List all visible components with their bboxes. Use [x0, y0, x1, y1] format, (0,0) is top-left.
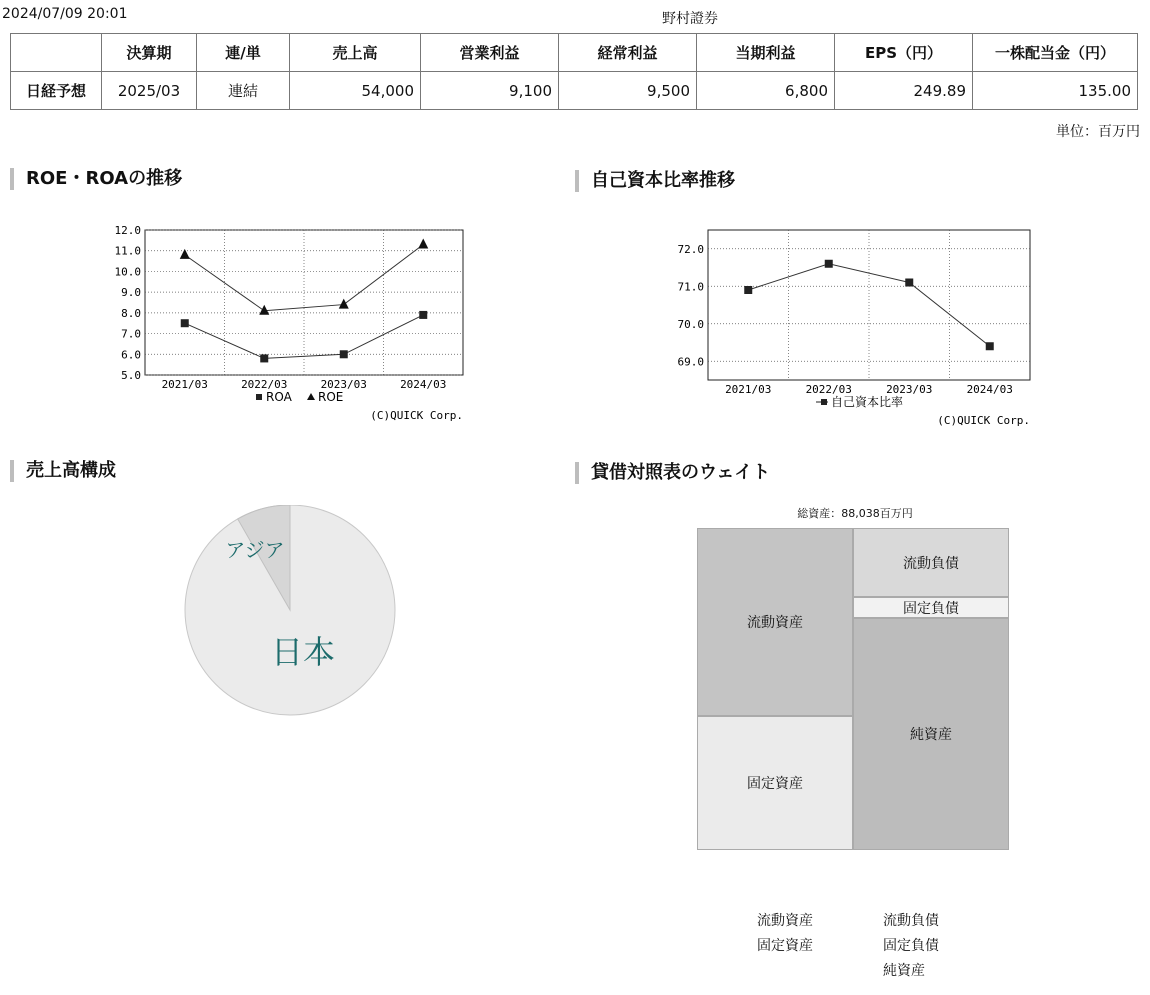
table-header-eps: EPS（円）	[835, 34, 973, 72]
x-tick-label: 2024/03	[400, 378, 447, 391]
legend-fixed-assets: 固定資産	[757, 938, 813, 954]
data-point	[905, 279, 913, 287]
legend-label: ROE	[318, 390, 344, 404]
cell-period: 2025/03	[102, 72, 197, 110]
equity-ratio-chart	[660, 215, 1040, 435]
x-tick-label: 2021/03	[161, 378, 208, 391]
pie-label-asia: アジア	[225, 538, 285, 562]
bs-net-assets: 純資産	[853, 618, 1009, 850]
bs-current-assets: 流動資産	[697, 528, 853, 716]
bs-current-liabilities: 流動負債	[853, 528, 1009, 597]
x-tick-label: 2023/03	[886, 383, 933, 396]
table-header-ordinary-profit: 経常利益	[559, 34, 697, 72]
legend-label: 自己資本比率	[831, 395, 904, 409]
data-point	[340, 350, 348, 358]
table-header-period: 決算期	[102, 34, 197, 72]
data-point	[339, 299, 349, 309]
x-tick-label: 2024/03	[966, 383, 1013, 396]
table-header-net-profit: 当期利益	[697, 34, 835, 72]
y-tick-label: 72.0	[677, 242, 704, 256]
y-tick-label: 70.0	[677, 317, 704, 331]
data-point	[744, 286, 752, 294]
legend-marker	[256, 394, 262, 400]
data-point	[986, 342, 994, 350]
cell-consolidation: 連結	[197, 72, 290, 110]
table-header-blank	[11, 34, 102, 72]
chart-credit: (C)QUICK Corp.	[370, 409, 463, 422]
data-point	[418, 239, 428, 249]
unit-label: 単位：百万円	[1056, 124, 1140, 140]
series-line-ROA	[185, 315, 424, 359]
y-tick-label: 71.0	[677, 280, 704, 294]
table-header-sales: 売上高	[290, 34, 421, 72]
data-point	[825, 260, 833, 268]
total-assets-label: 総資産：88,038百万円	[797, 507, 913, 520]
chart-credit: (C)QUICK Corp.	[937, 414, 1030, 427]
bs-fixed-assets: 固定資産	[697, 716, 853, 850]
y-tick-label: 12.0	[114, 224, 141, 237]
timestamp: 2024/07/09 20:01	[2, 6, 128, 22]
legend-net-assets: 純資産	[883, 963, 925, 979]
y-tick-label: 6.0	[121, 348, 141, 362]
balance-sheet-chart	[697, 528, 1009, 850]
data-point	[419, 311, 427, 319]
legend-current-assets: 流動資産	[757, 913, 813, 929]
forecast-table	[10, 33, 1138, 110]
legend-current-liabilities: 流動負債	[883, 913, 939, 929]
y-tick-label: 5.0	[121, 369, 141, 382]
source-label: 野村證券	[662, 11, 718, 27]
y-tick-label: 10.0	[114, 265, 141, 279]
x-tick-label: 2023/03	[320, 378, 367, 391]
row-label: 日経予想	[11, 72, 102, 110]
table-header-dividend: 一株配当金（円）	[973, 34, 1138, 72]
legend-marker	[307, 393, 315, 400]
y-tick-label: 11.0	[114, 244, 141, 258]
y-tick-label: 8.0	[121, 306, 141, 320]
bs-fixed-liabilities: 固定負債	[853, 597, 1009, 618]
legend-label: ROA	[266, 390, 292, 404]
y-tick-label: 9.0	[121, 286, 141, 300]
cell-net-profit: 6,800	[697, 72, 835, 110]
cell-ordinary-profit: 9,500	[559, 72, 697, 110]
x-tick-label: 2021/03	[725, 383, 772, 396]
data-point	[180, 249, 190, 259]
legend-fixed-liabilities: 固定負債	[883, 938, 939, 954]
y-tick-label: 69.0	[677, 355, 704, 369]
table-header-consolidation: 連/単	[197, 34, 290, 72]
cell-eps: 249.89	[835, 72, 973, 110]
roe-roa-chart	[100, 215, 480, 435]
table-header-operating-profit: 営業利益	[421, 34, 559, 72]
data-point	[181, 319, 189, 327]
section-title-balance-sheet: 貸借対照表のウェイト	[575, 462, 770, 484]
data-point	[259, 305, 269, 315]
data-point	[260, 354, 268, 362]
section-title-equity-ratio: 自己資本比率推移	[575, 170, 735, 192]
cell-operating-profit: 9,100	[421, 72, 559, 110]
x-tick-label: 2022/03	[805, 383, 852, 396]
section-title-roe-roa: ROE・ROAの推移	[10, 168, 182, 190]
legend-marker	[821, 399, 827, 405]
table-row	[11, 72, 1138, 110]
sales-composition-pie	[175, 505, 405, 735]
x-tick-label: 2022/03	[241, 378, 288, 391]
table-header-row	[11, 34, 1138, 72]
cell-dividend: 135.00	[973, 72, 1138, 110]
section-title-sales-composition: 売上高構成	[10, 460, 116, 482]
y-tick-label: 7.0	[121, 327, 141, 341]
cell-sales: 54,000	[290, 72, 421, 110]
pie-label-japan: 日本	[270, 633, 336, 671]
